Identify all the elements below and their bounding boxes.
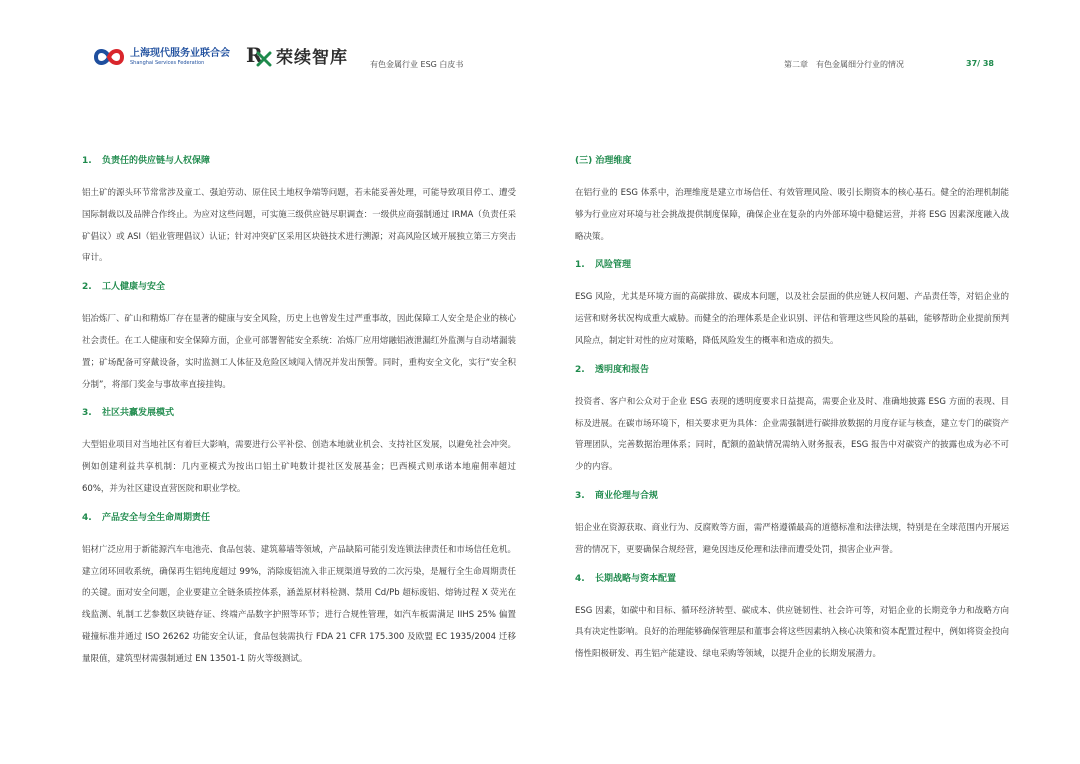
section-heading: 4. 长期战略与资本配置 (575, 573, 677, 584)
section-heading: 4. 产品安全与全生命周期责任 (82, 512, 211, 523)
section-heading: 2. 透明度和报告 (575, 364, 650, 375)
section-heading: 1. 风险管理 (575, 260, 632, 271)
svg-text:R: R (246, 43, 263, 67)
section-paragraph: 铝冶炼厂、矿山和精炼厂存在显著的健康与安全风险，历史上也曾发生过严重事故，因此保障工人安全是企业的核心社会责任。在工人健康和安全保障方面，企业可部署智能安全系统：冶炼厂应用熔融铝液泄漏红外监测与自动堵漏装置；矿场配备可穿戴设备，实时监测工人体征及危险区域闯入情况并发出预警。同时，重构安全文化，实行“安全积分制”，将部门奖金与事故率直接挂钩。 (82, 314, 516, 390)
section-heading: 3. 社区共赢发展模式 (82, 408, 175, 419)
section-paragraph: 铝材广泛应用于新能源汽车电池壳、食品包装、建筑幕墙等领域，产品缺陷可能引发连锁法律责任和市场信任危机。建立闭环回收系统，确保再生铝纯度超过 99%，消除废铝流入非正规渠道导致的二次污染，是履行全生命周期责任的关键。面对安全问题，企业要建立全链条质控体系，涵盖原材料检测、禁用 Cd/Pb 超标废铝、熔铸过程 X 荧光在线监测、轧制工艺参数区块链存证、终端产品数字护照等环节；进行合规性管理，如汽车板需满足 IIHS 25% 偏置碰撞标准并通过 ISO 26262 功能安全认证，食品包装需执行 FDA 21 CFR 175.300 及欧盟 EC 1935/2004 迁移量限值，建筑型材需强制通过 EN 13501-1 防火等级测试。 (82, 544, 516, 664)
brand-logo (246, 40, 348, 70)
org-name-en: Shanghai Services Federation (130, 59, 205, 66)
section-heading: 1. 负责任的供应链与人权保障 (82, 156, 211, 166)
ssf-logo-icon (93, 45, 125, 69)
book-title: 有色金属行业 ESG 白皮书 (370, 60, 464, 69)
brand-name: 荣续智库 (276, 47, 348, 68)
dimension-heading: (三) 治理维度 (575, 156, 632, 166)
section-paragraph: 铝企业在资源获取、商业行为、反腐败等方面，需严格遵循最高的道德标准和法律法规，特别是在全球范围内开展运营的情况下，更要确保合规经营，避免因违反伦理和法律而遭受处罚，损害企业声誉。 (575, 522, 1009, 555)
section-paragraph: ESG 风险，尤其是环境方面的高碳排放、碳成本问题，以及社会层面的供应链人权问题、产品责任等，对铝企业的运营和财务状况构成重大威胁。而健全的治理体系是企业识别、评估和管理这些风险的基础，能够帮助企业提前预判风险点，制定针对性的应对策略，降低风险发生的概率和造成的损失。 (575, 292, 1009, 346)
section-paragraph: 铝土矿的源头环节常常涉及童工、强迫劳动、原住民土地权争端等问题，若未能妥善处理，可能导致项目停工、遭受国际制裁以及品牌合作终止。为应对这些问题，可实施三级供应链尽职调查：一级供应商强制通过 IRMA（负责任采矿倡议）或 ASI（铝业管理倡议）认证；针对冲突矿区采用区块链技术进行溯源；对高风险区域开展独立第三方突击审计。 (82, 188, 516, 264)
right-column (575, 155, 1009, 677)
left-column (82, 155, 516, 682)
section-paragraph: 在铝行业的 ESG 体系中，治理维度是建立市场信任、有效管理风险、吸引长期资本的核心基石。健全的治理机制能够为行业应对环境与社会挑战提供制度保障，确保企业在复杂的内外部环境中稳健运营，并将 ESG 因素深度融入战略决策。 (575, 188, 1009, 242)
chapter-title: 第二章 有色金属细分行业的情况 (784, 60, 904, 69)
page-header (0, 0, 1080, 90)
section-paragraph: 投资者、客户和公众对于企业 ESG 表现的透明度要求日益提高，需要企业及时、准确地披露 ESG 方面的表现、目标及进展。在碳市场环境下，相关要求更为具体：企业需强制进行碳排放数据的月度存证与核查，建立专门的碳资产管理团队，完善数据治理体系；同时，配额的盈缺情况需纳入财务报表，ESG 报告中对碳资产的披露也成为必不可少的内容。 (575, 396, 1009, 473)
org-name-cn: 上海现代服务业联合会 (130, 47, 230, 59)
page-number: 37/ 38 (966, 59, 994, 68)
ssf-logo (93, 44, 229, 70)
section-paragraph: ESG 因素，如碳中和目标、循环经济转型、碳成本、供应链韧性、社会许可等，对铝企业的长期竞争力和战略方向具有决定性影响。良好的治理能够确保管理层和董事会将这些因素纳入核心决策和资本配置过程中，例如将资金投向惰性阳极研发、再生铝产能建设、绿电采购等领域，以提升企业的长期发展潜力。 (575, 605, 1009, 660)
section-heading: 2. 工人健康与安全 (82, 282, 166, 293)
section-heading: 3. 商业伦理与合规 (575, 490, 659, 501)
section-paragraph: 大型铝业项目对当地社区有着巨大影响，需要进行公平补偿、创造本地就业机会、支持社区发展，以避免社会冲突。例如创建利益共享机制：几内亚模式为按出口铝土矿吨数计提社区发展基金；巴西模式则承诺本地雇佣率超过 60%，并为社区建设直营医院和职业学校。 (82, 440, 516, 494)
rx-logo-icon (246, 43, 272, 67)
